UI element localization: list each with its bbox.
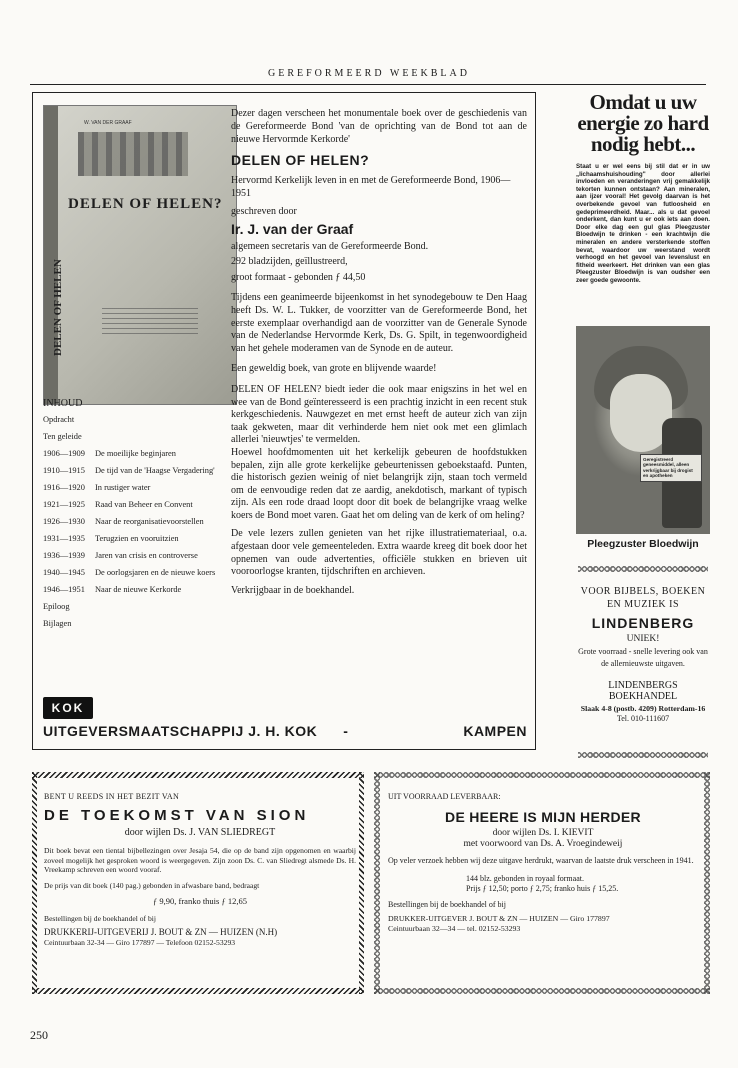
toc-entry: 1936—1939 Jaren van crisis en controverse — [43, 551, 198, 560]
table-of-contents — [43, 398, 231, 636]
border-left — [32, 772, 37, 994]
lindenberg-line1: VOOR BIJBELS, BOEKEN EN MUZIEK IS — [580, 586, 706, 610]
herder-advertisement — [374, 772, 710, 994]
bloedwijn-brand: Pleegzuster Bloedwijn — [587, 538, 699, 550]
herder-foreword: met voorwoord van Ds. A. Vroegindeweij — [463, 839, 623, 849]
kok-book-title: DELEN OF HELEN? — [231, 152, 370, 168]
lindenberg-address: Slaak 4-8 (postb. 4209) Rotterdam-16 — [580, 704, 706, 713]
lindenberg-tel: Tel. 010-111607 — [616, 714, 670, 723]
divider-ornament — [578, 566, 708, 572]
kok-dash: - — [343, 723, 349, 739]
cover-subtitle-block — [102, 306, 198, 334]
kok-subtitle: Hervormd Kerkelijk leven in en met de Gereformeerde Bond, 1906—1951 — [231, 175, 511, 199]
kok-para-4: De vele lezers zullen genieten van het rijke illustratiemateriaal, o.a. afgestaan door vele gemeenteleden. Extra waarde kreeg dit boek door het opnemen van oude advertenties, officiële stukken en brieven uit vooroorlogse kranten, tijdschriften en archieven. — [231, 528, 527, 578]
kok-available: Verkrijgbaar in de boekhandel. — [231, 584, 355, 596]
kok-tagline: Een geweldig boek, van grote en blijvende waarde! — [231, 363, 437, 375]
border-left — [374, 772, 380, 994]
kok-author-role: algemeen secretaris van de Gereformeerde Bond. — [231, 240, 429, 252]
border-top — [374, 772, 710, 778]
border-bottom — [32, 988, 364, 994]
herder-price: Prijs ƒ 12,50; porto ƒ 2,75; franko huis ƒ 15,25. — [466, 883, 619, 893]
cover-photo — [78, 132, 188, 176]
header-rule — [30, 84, 706, 85]
toc-entry: 1940—1945 De oorlogsjaren en de nieuwe koers — [43, 568, 216, 577]
sion-price: ƒ 9,90, franko thuis ƒ 12,65 — [153, 895, 247, 906]
border-right — [704, 772, 710, 994]
herder-title: DE HEERE IS MIJN HERDER — [445, 809, 641, 825]
sion-title: DE TOEKOMST VAN SION — [44, 807, 310, 824]
sion-desc: Dit boek bevat een tiental bijbellezingen over Jesaja 54, die op de band zijn opgenomen en waarbij zoveel mogelijk het gesproken woord is weergegeven. Zijn zoon Ds. C. van Sliedregt alsmede Ds. H. Vreekamp schreven een woord vooraf. — [44, 846, 356, 875]
kok-intro: Dezer dagen verscheen het monumentale boek over de geschiedenis van de Gereformeerde Bond 'van de oprichting van de Bond tot aan de nieuwe Hervormde Kerkorde' — [231, 108, 527, 145]
divider-ornament — [578, 752, 708, 758]
lindenberg-unique: UNIEK! — [626, 634, 660, 644]
kok-publisher: UITGEVERSMAATSCHAPPIJ J. H. KOK — [43, 723, 318, 739]
sion-publisher: DRUKKERIJ-UITGEVERIJ J. BOUT & ZN — HUIZEN (N.H) — [44, 926, 278, 937]
kok-logo: KOK — [43, 697, 93, 719]
toc-entry: 1946—1951 Naar de nieuwe Kerkorde — [43, 585, 182, 594]
cover-small-title: W. VAN DER GRAAF — [84, 120, 132, 126]
herder-publisher: DRUKKER-UITGEVER J. BOUT & ZN — HUIZEN — Giro 177897 — [388, 913, 610, 923]
sion-advertisement — [32, 772, 364, 994]
toc-entry: 1916—1920 In rustiger water — [43, 483, 151, 492]
herder-contact: Ceintuurbaan 32—34 — tel. 02152-53293 — [388, 923, 521, 933]
sion-order: Bestellingen bij de boekhandel of bij — [44, 913, 156, 923]
kok-para-1: Tijdens een geanimeerde bijeenkomst in het synodegebouw te Den Haag heeft Ds. W. L. Tukker, de voorzitter van de Gereformeerde Bond, het eerste exemplaar overhandigd aan de voorzitter van de Generale Synode van de Nederlandse Hervormde Kerk, Ds. G. Spilt, in tegenwoordigheid van het gehele moderamen van de Synode en de auteur. — [231, 292, 527, 354]
lindenberg-name: LINDENBERG — [591, 615, 695, 631]
cover-spine — [44, 106, 58, 404]
lindenberg-advertisement — [578, 585, 708, 723]
sion-author: door wijlen Ds. J. VAN SLIEDREGT — [124, 827, 276, 838]
running-header: GEREFORMEERD WEEKBLAD — [268, 68, 470, 79]
herder-order: Bestellingen bij de boekhandel of bij — [388, 899, 506, 909]
herder-pages: 144 blz. gebonden in royaal formaat. — [466, 873, 584, 883]
kok-publisher-line — [43, 723, 527, 739]
kok-written-by: geschreven door — [231, 206, 297, 217]
bloedwijn-body: Staat u er wel eens bij stil dat er in uw „lichaamshuishouding" door allerlei invloeden en veranderingen vrij gemakkelijk tekorten kunnen ontstaan? Aan mineralen, aan ijzer vooral! Het gevolg daarvan is het overbekende gevoel van futloosheid en gedeprimeerdheid. Maar... als u dat gevoel onderkent, dan kunt u er ook iets aan doen. Door elke dag een gul glas Pleegzuster Bloedwijn te drinken - een krachtwijn die mineralen en andere versterkende stoffen bevat, waardoor uw weerstand wordt verhoogd en het gevoel van levenslust en fitheid weerkeert. Het drinken van een glas Pleegzuster Bloedwijn is van oudsher een zeer goede gewoonte. — [576, 163, 710, 284]
lindenberg-shop: LINDENBERGS BOEKHANDEL — [608, 680, 678, 702]
kok-format-price: groot formaat - gebonden ƒ 44,50 — [231, 271, 366, 283]
bottle-label: Geregistreerd geneesmiddel, alleen verkrijgbaar bij drogist en apotheken — [640, 454, 702, 482]
toc-entry: 1921—1925 Raad van Beheer en Convent — [43, 500, 193, 509]
cover-title: DELEN OF HELEN? — [68, 196, 223, 212]
herder-author: door wijlen Ds. I. KIEVIT — [492, 828, 594, 838]
herder-desc: Op veler verzoek hebben wij deze uitgave herdrukt, waarvan de laatste druk verscheen in 1941. — [388, 856, 694, 865]
kok-para-2: DELEN OF HELEN? biedt ieder die ook maar enigszins in het wel en wee van de Bond geïnteresseerd is een prachtig inzicht in een recent stuk kerkgeschiedenis. Nauwgezet en met ernst heeft de auteur zich van zijn taak gekweten, maar dit verhinderde hem niet ook met een glimlach allerlei 'nieuwtjes' te vermelden. — [231, 383, 527, 446]
lindenberg-desc: Grote voorraad - snelle levering ook van de allernieuwste uitgaven. — [578, 647, 708, 668]
border-top — [32, 772, 364, 778]
kok-text-column — [231, 107, 527, 603]
toc-entry: Bijlagen — [43, 619, 72, 628]
bloedwijn-advertisement — [576, 92, 710, 558]
kok-para-3: Hoewel hoofdmomenten uit het kerkelijk gebeuren de hoofdstukken bepalen, zijn alle grote kerkelijke gebeurtenissen geboekstaafd. Punten, die historisch gezien weinig of niet belangrijk zijn, staan toch vermeld om de eenvoudige reden dat ze aardig, anekdotisch, markant of typisch zijn. Als een rode draad loopt door dit boek de belangrijke vraag welke koers de Bond moet varen. Gaat het om deling van de kerk of om heling? — [231, 446, 527, 521]
kok-pages: 292 bladzijden, geïllustreerd, — [231, 256, 348, 268]
border-right — [359, 772, 364, 994]
woman-photo — [576, 326, 710, 534]
sion-price-intro: De prijs van dit boek (140 pag.) gebonden in afwasbare band, bedraagt — [44, 880, 260, 890]
toc-entry: 1926—1930 Naar de reorganisatievoorstellen — [43, 517, 204, 526]
border-bottom — [374, 988, 710, 994]
toc-entry: Epiloog — [43, 602, 70, 611]
sion-contact: Ceintuurbaan 32-34 — Giro 177897 — Telefoon 02152-53293 — [44, 937, 236, 947]
toc-entry: 1931—1935 Terugzien en vooruitzien — [43, 534, 179, 543]
page-number: 250 — [30, 1028, 48, 1042]
toc-entry: 1910—1915 De tijd van de 'Haagse Vergadering' — [43, 466, 215, 475]
bloedwijn-headline: Omdat u uw energie zo hard nodig hebt... — [577, 90, 709, 156]
toc-entry: Opdracht — [43, 415, 75, 424]
cover-side-text: DELEN OF HELEN — [52, 259, 64, 356]
sion-content — [44, 792, 356, 947]
toc-entry: 1906—1909 De moeilijke beginjaren — [43, 449, 176, 458]
toc-entry: Ten geleide — [43, 432, 82, 441]
sion-intro: BENT U REEDS IN HET BEZIT VAN — [44, 792, 180, 801]
kok-author: Ir. J. van der Graaf — [231, 220, 354, 237]
herder-intro: UIT VOORRAAD LEVERBAAR: — [388, 792, 501, 801]
kok-city: KAMPEN — [463, 723, 527, 739]
herder-content — [388, 792, 698, 933]
kok-advertisement — [32, 92, 536, 750]
book-cover-image — [43, 105, 237, 405]
toc-heading: INHOUD — [43, 398, 83, 409]
